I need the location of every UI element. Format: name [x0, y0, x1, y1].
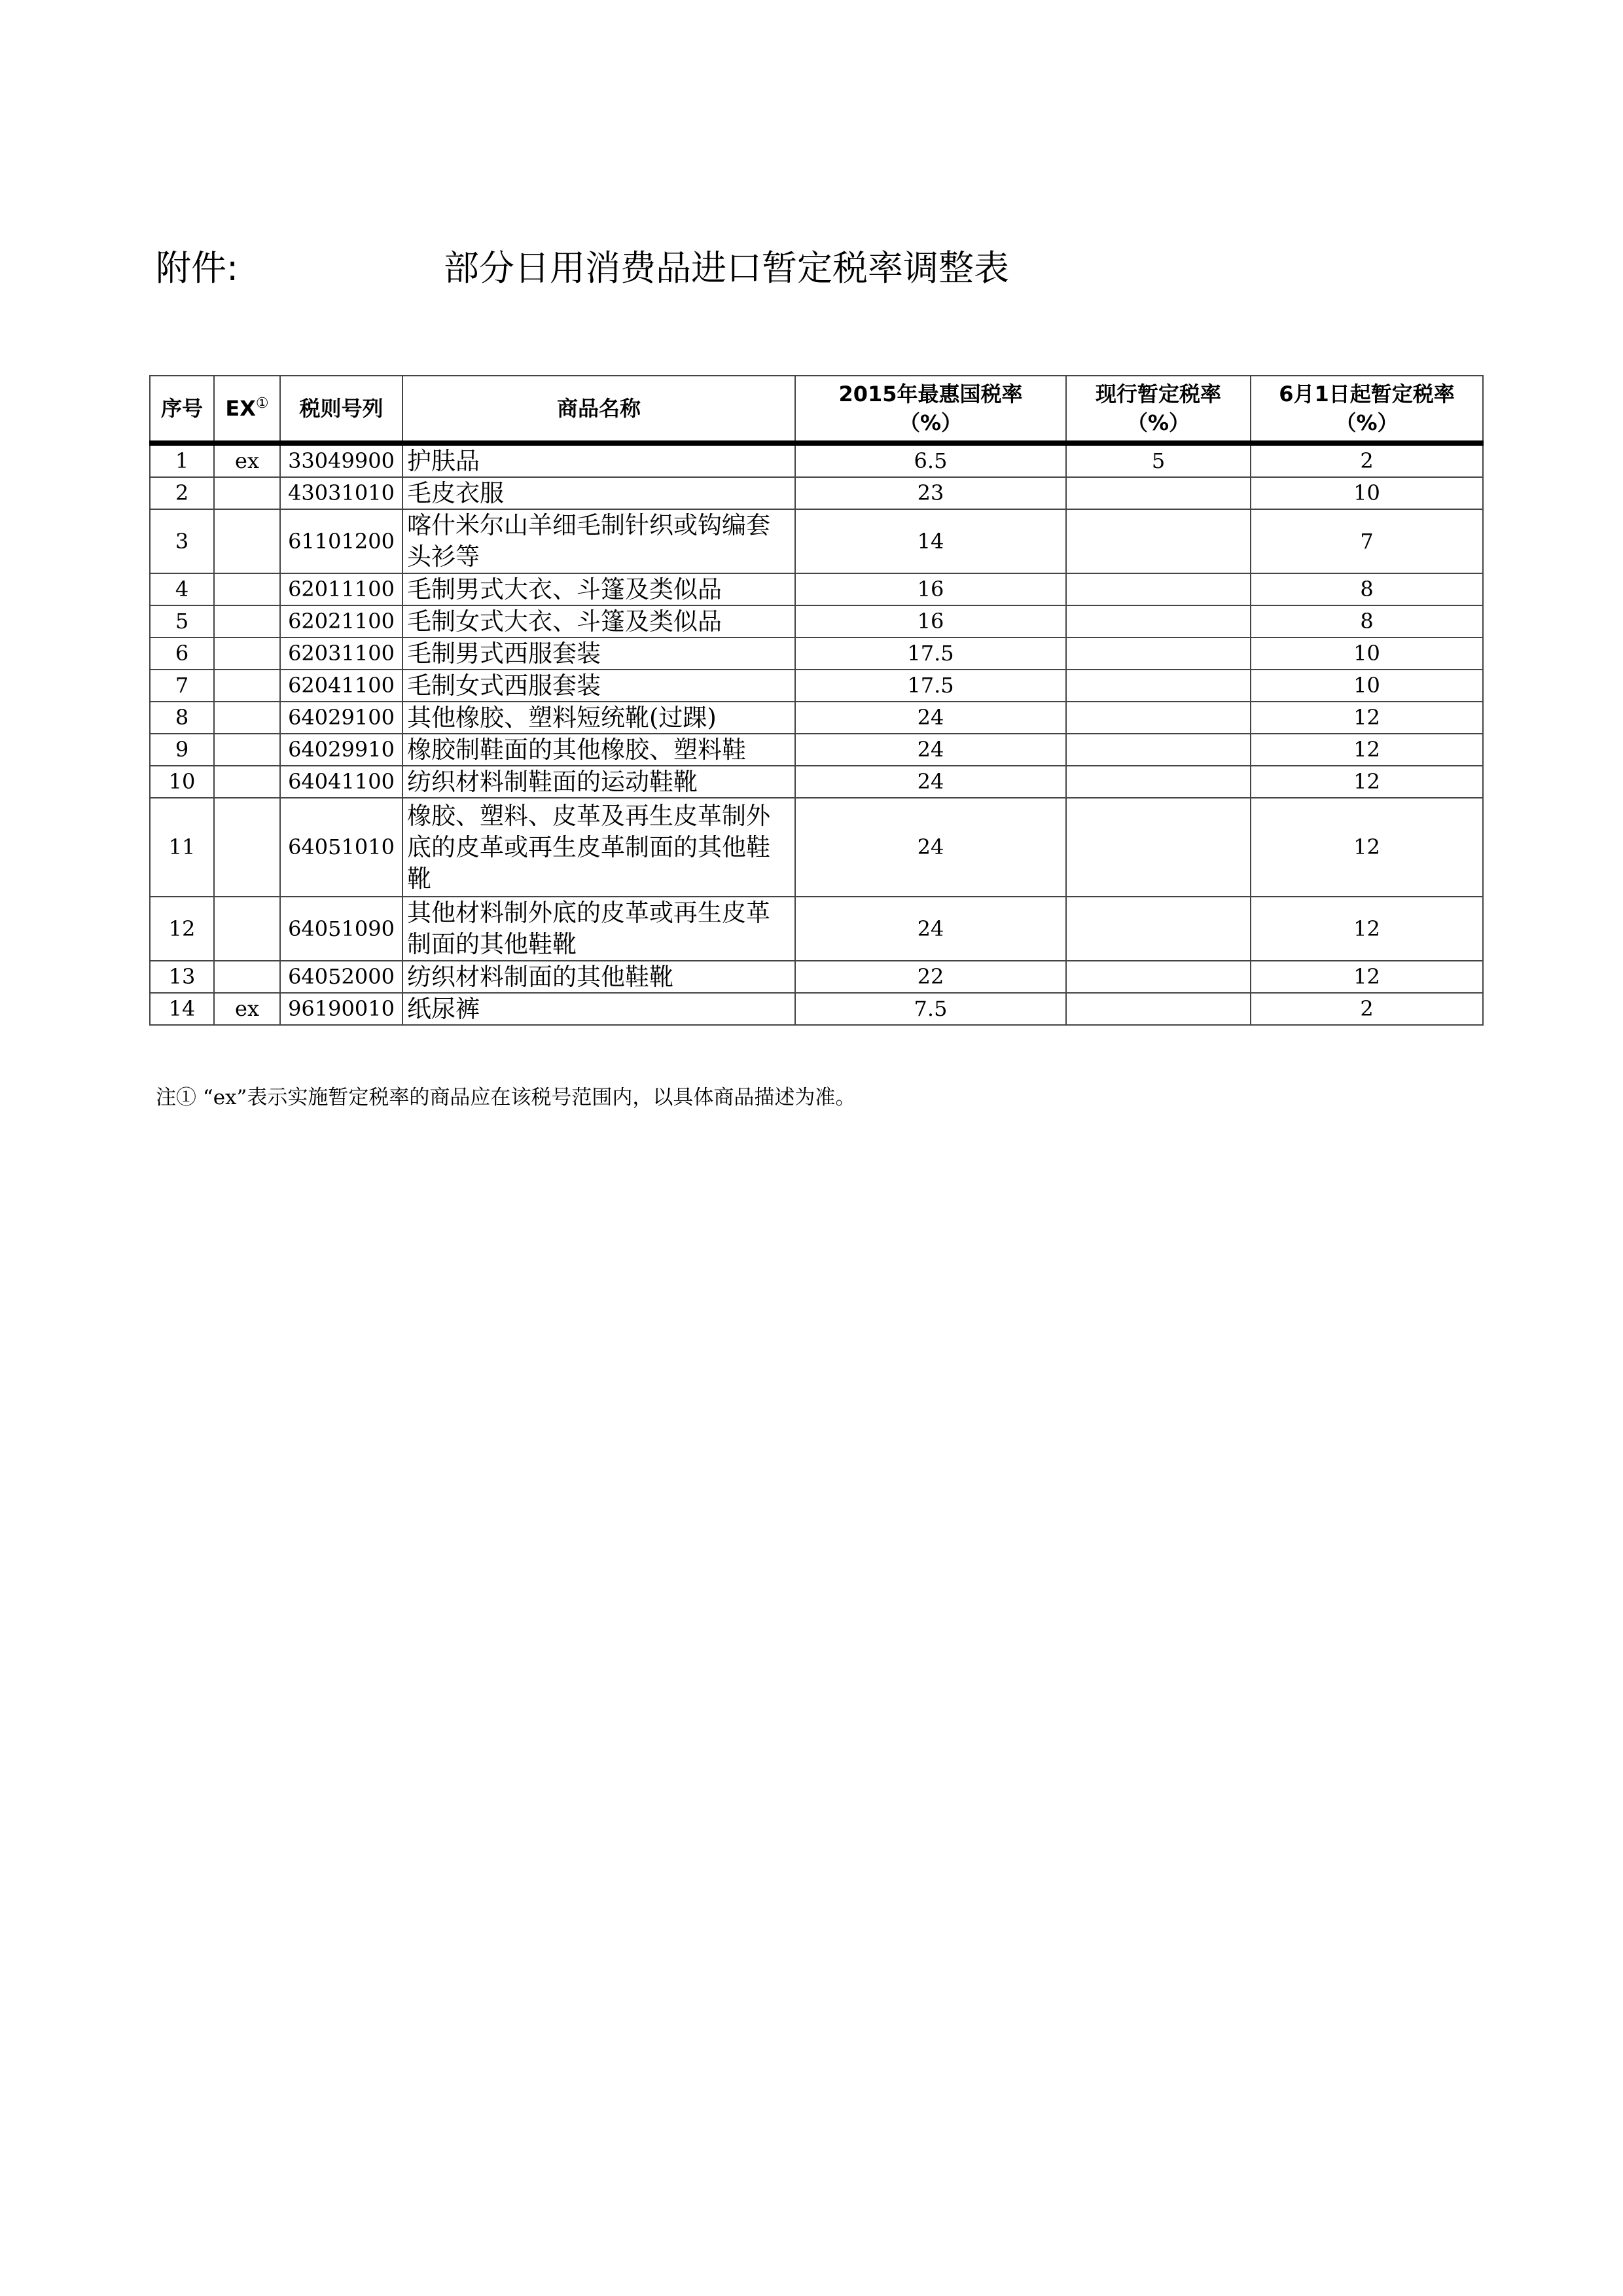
- document-heading: [156, 232, 1399, 304]
- page-title: 部分日用消费品进口暂定税率调整表: [444, 247, 1009, 289]
- cell-seq: 1: [150, 443, 214, 477]
- cell-tariff-code: 64052000: [280, 961, 402, 993]
- cell-seq: 10: [150, 766, 214, 798]
- cell-seq: 3: [150, 509, 214, 573]
- table-row: [150, 443, 1483, 477]
- table-row: [150, 961, 1483, 993]
- cell-product-name: 毛制女式西服套装: [402, 670, 795, 702]
- cell-product-name: 毛皮衣服: [402, 477, 795, 509]
- cell-mfn-rate: 24: [795, 798, 1066, 897]
- cell-seq: 14: [150, 993, 214, 1025]
- table-header-row: [150, 376, 1483, 443]
- table-row: [150, 477, 1483, 509]
- cell-new-rate: 7: [1251, 509, 1483, 573]
- cell-tariff-code: 62011100: [280, 573, 402, 605]
- cell-current-rate: [1066, 509, 1251, 573]
- table-row: [150, 670, 1483, 702]
- cell-mfn-rate: 7.5: [795, 993, 1066, 1025]
- header-mfn-rate: [795, 376, 1066, 443]
- cell-new-rate: 8: [1251, 605, 1483, 637]
- cell-new-rate: 12: [1251, 702, 1483, 734]
- cell-seq: 9: [150, 734, 214, 766]
- table-row: [150, 766, 1483, 798]
- cell-ex: ex: [214, 443, 280, 477]
- cell-tariff-code: 96190010: [280, 993, 402, 1025]
- header-new-rate-line2: （%）: [1335, 410, 1399, 435]
- cell-ex: [214, 702, 280, 734]
- attachment-label: 附件:: [156, 247, 239, 289]
- cell-ex: [214, 766, 280, 798]
- cell-mfn-rate: 16: [795, 605, 1066, 637]
- cell-seq: 5: [150, 605, 214, 637]
- cell-current-rate: [1066, 798, 1251, 897]
- header-current-rate-line2: （%）: [1126, 410, 1190, 435]
- cell-ex: [214, 798, 280, 897]
- cell-product-name: 橡胶制鞋面的其他橡胶、塑料鞋: [402, 734, 795, 766]
- cell-mfn-rate: 22: [795, 961, 1066, 993]
- cell-current-rate: [1066, 734, 1251, 766]
- cell-seq: 12: [150, 897, 214, 961]
- table-row: [150, 605, 1483, 637]
- cell-seq: 8: [150, 702, 214, 734]
- cell-mfn-rate: 14: [795, 509, 1066, 573]
- cell-ex: ex: [214, 993, 280, 1025]
- cell-current-rate: [1066, 605, 1251, 637]
- header-new-rate-line1: 6月1日起暂定税率: [1279, 382, 1455, 406]
- header-tariff-code: 税则号列: [280, 376, 402, 443]
- cell-current-rate: 5: [1066, 443, 1251, 477]
- cell-new-rate: 8: [1251, 573, 1483, 605]
- cell-product-name: 毛制男式大衣、斗篷及类似品: [402, 573, 795, 605]
- table-row: [150, 993, 1483, 1025]
- cell-product-name: 橡胶、塑料、皮革及再生皮革制外底的皮革或再生皮革制面的其他鞋靴: [402, 798, 795, 897]
- cell-mfn-rate: 17.5: [795, 637, 1066, 670]
- cell-current-rate: [1066, 477, 1251, 509]
- cell-seq: 13: [150, 961, 214, 993]
- cell-product-name: 毛制男式西服套装: [402, 637, 795, 670]
- cell-new-rate: 2: [1251, 443, 1483, 477]
- header-ex-label: EX: [225, 396, 256, 421]
- cell-new-rate: 12: [1251, 766, 1483, 798]
- cell-current-rate: [1066, 573, 1251, 605]
- cell-mfn-rate: 24: [795, 702, 1066, 734]
- table-row: [150, 897, 1483, 961]
- cell-current-rate: [1066, 637, 1251, 670]
- cell-ex: [214, 961, 280, 993]
- cell-product-name: 护肤品: [402, 443, 795, 477]
- cell-tariff-code: 64029100: [280, 702, 402, 734]
- cell-mfn-rate: 6.5: [795, 443, 1066, 477]
- cell-product-name: 毛制女式大衣、斗篷及类似品: [402, 605, 795, 637]
- cell-tariff-code: 33049900: [280, 443, 402, 477]
- cell-seq: 7: [150, 670, 214, 702]
- header-ex-footnote-mark: ①: [255, 395, 269, 412]
- cell-tariff-code: 62041100: [280, 670, 402, 702]
- cell-new-rate: 12: [1251, 734, 1483, 766]
- cell-ex: [214, 670, 280, 702]
- cell-mfn-rate: 24: [795, 734, 1066, 766]
- cell-ex: [214, 605, 280, 637]
- cell-tariff-code: 62021100: [280, 605, 402, 637]
- cell-current-rate: [1066, 993, 1251, 1025]
- header-mfn-rate-line2: （%）: [899, 410, 963, 435]
- table-row: [150, 509, 1483, 573]
- cell-new-rate: 12: [1251, 798, 1483, 897]
- cell-tariff-code: 64051090: [280, 897, 402, 961]
- cell-mfn-rate: 16: [795, 573, 1066, 605]
- cell-mfn-rate: 17.5: [795, 670, 1066, 702]
- cell-new-rate: 2: [1251, 993, 1483, 1025]
- cell-tariff-code: 61101200: [280, 509, 402, 573]
- cell-product-name: 纸尿裤: [402, 993, 795, 1025]
- cell-seq: 4: [150, 573, 214, 605]
- cell-current-rate: [1066, 766, 1251, 798]
- cell-current-rate: [1066, 897, 1251, 961]
- cell-current-rate: [1066, 702, 1251, 734]
- header-current-rate-line1: 现行暂定税率: [1095, 382, 1221, 406]
- cell-tariff-code: 62031100: [280, 637, 402, 670]
- cell-ex: [214, 637, 280, 670]
- cell-seq: 11: [150, 798, 214, 897]
- cell-mfn-rate: 24: [795, 766, 1066, 798]
- cell-new-rate: 12: [1251, 961, 1483, 993]
- cell-new-rate: 12: [1251, 897, 1483, 961]
- table-row: [150, 702, 1483, 734]
- tariff-rate-table: [149, 375, 1484, 1026]
- cell-mfn-rate: 23: [795, 477, 1066, 509]
- cell-ex: [214, 509, 280, 573]
- cell-current-rate: [1066, 670, 1251, 702]
- cell-seq: 2: [150, 477, 214, 509]
- cell-ex: [214, 734, 280, 766]
- footnote: 注① “ex”表示实施暂定税率的商品应在该税号范围内，以具体商品描述为准。: [156, 1086, 856, 1109]
- cell-new-rate: 10: [1251, 637, 1483, 670]
- header-new-rate: [1251, 376, 1483, 443]
- cell-current-rate: [1066, 961, 1251, 993]
- cell-product-name: 其他橡胶、塑料短统靴(过踝): [402, 702, 795, 734]
- header-seq: 序号: [150, 376, 214, 443]
- cell-mfn-rate: 24: [795, 897, 1066, 961]
- cell-tariff-code: 64051010: [280, 798, 402, 897]
- cell-tariff-code: 43031010: [280, 477, 402, 509]
- header-mfn-rate-line1: 2015年最惠国税率: [838, 382, 1023, 406]
- cell-ex: [214, 897, 280, 961]
- cell-seq: 6: [150, 637, 214, 670]
- table-row: [150, 798, 1483, 897]
- cell-product-name: 喀什米尔山羊细毛制针织或钩编套头衫等: [402, 509, 795, 573]
- cell-tariff-code: 64041100: [280, 766, 402, 798]
- table-row: [150, 637, 1483, 670]
- cell-ex: [214, 573, 280, 605]
- cell-product-name: 纺织材料制鞋面的运动鞋靴: [402, 766, 795, 798]
- header-ex: [214, 376, 280, 443]
- table-row: [150, 573, 1483, 605]
- cell-new-rate: 10: [1251, 670, 1483, 702]
- cell-ex: [214, 477, 280, 509]
- cell-product-name: 其他材料制外底的皮革或再生皮革制面的其他鞋靴: [402, 897, 795, 961]
- cell-product-name: 纺织材料制面的其他鞋靴: [402, 961, 795, 993]
- header-current-rate: [1066, 376, 1251, 443]
- header-product-name: 商品名称: [402, 376, 795, 443]
- cell-new-rate: 10: [1251, 477, 1483, 509]
- cell-tariff-code: 64029910: [280, 734, 402, 766]
- table-row: [150, 734, 1483, 766]
